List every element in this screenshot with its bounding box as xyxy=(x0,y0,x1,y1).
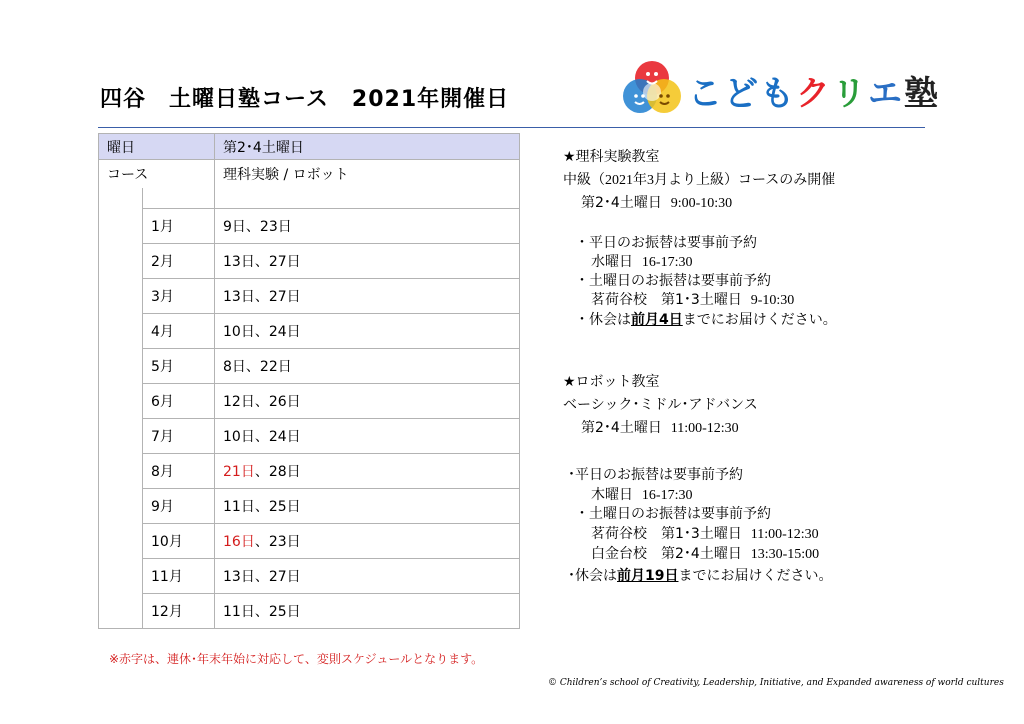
robot-weekday-day: 木曜日 xyxy=(591,487,633,503)
schedule-table xyxy=(98,133,520,629)
dates-cell xyxy=(215,454,520,489)
header-divider xyxy=(98,127,925,128)
blank-cell xyxy=(99,314,143,349)
table-row xyxy=(99,419,520,454)
science-heading: ★理科実験教室 xyxy=(563,149,660,165)
robot-sat-time-2: 13:30-15:00 xyxy=(750,547,820,562)
month-cell: 11月 xyxy=(143,559,215,594)
science-sat-transfer: ・土曜日のお振替は要事前予約 xyxy=(575,273,771,289)
robot-weekday xyxy=(591,484,692,504)
blank-cell xyxy=(99,454,143,489)
dates-text: 、28日 xyxy=(254,464,301,480)
red-text-note: ※赤字は、連休･年末年始に対応して、変則スケジュールとなります。 xyxy=(109,652,484,666)
month-cell: 3月 xyxy=(143,279,215,314)
robot-sat-school-1: 茗荷谷校 第1･3土曜日 xyxy=(591,526,742,542)
red-date: 16日 xyxy=(223,534,255,550)
blank-cell xyxy=(99,594,143,629)
logo-char: ク xyxy=(796,74,832,114)
science-level-pre: 中級 xyxy=(563,172,591,188)
blank-cell xyxy=(99,524,143,559)
blank-cell xyxy=(99,209,143,244)
blank-cell xyxy=(99,279,143,314)
blank-cell xyxy=(143,188,215,209)
table-row xyxy=(99,314,520,349)
robot-absence-deadline: 前月19日 xyxy=(617,568,679,584)
month-cell: 7月 xyxy=(143,419,215,454)
science-weekday xyxy=(591,251,692,271)
dates-cell: 13日、27日 xyxy=(215,559,520,594)
blank-cell xyxy=(215,188,520,209)
science-schedule xyxy=(581,192,732,212)
science-weekday-day: 水曜日 xyxy=(591,254,633,270)
robot-absence-pre: ･休会は xyxy=(568,568,617,584)
month-cell: 8月 xyxy=(143,454,215,489)
month-cell: 10月 xyxy=(143,524,215,559)
science-level-paren: （2021年3月より上級） xyxy=(591,173,738,188)
table-row xyxy=(99,279,520,314)
course-value: 理科実験 / ロボット xyxy=(215,160,520,189)
dates-cell: 13日、27日 xyxy=(215,279,520,314)
science-schedule-time: 9:00-10:30 xyxy=(670,196,733,211)
logo-char: ど xyxy=(724,74,760,114)
dates-cell: 11日、25日 xyxy=(215,594,520,629)
course-row xyxy=(99,160,520,189)
science-absence-deadline: 前月4日 xyxy=(631,312,683,328)
logo-char: リ xyxy=(832,74,868,114)
science-weekday-transfer: ・平日のお振替は要事前予約 xyxy=(575,235,757,251)
robot-sat-1 xyxy=(591,523,819,543)
robot-schedule xyxy=(581,417,739,437)
logo-char: 塾 xyxy=(904,74,940,114)
red-date: 21日 xyxy=(223,464,255,480)
robot-schedule-label: 第2･4土曜日 xyxy=(581,420,662,436)
robot-sat-transfer: ・土曜日のお振替は要事前予約 xyxy=(575,506,771,522)
science-absence xyxy=(575,309,837,329)
dates-cell: 10日、24日 xyxy=(215,419,520,454)
robot-absence-post: までにお届けください。 xyxy=(678,568,833,584)
science-level-post: コースのみ開催 xyxy=(738,172,836,188)
logo-circles-icon xyxy=(620,56,690,120)
copyright: © Children’s school of Creativity, Leadership, Initiative, and Expanded awareness of world cultures xyxy=(548,678,1004,688)
science-weekday-time: 16-17:30 xyxy=(641,255,693,270)
science-sat-school: 茗荷谷校 第1･3土曜日 xyxy=(591,292,742,308)
dates-cell: 8日、22日 xyxy=(215,349,520,384)
table-row xyxy=(99,559,520,594)
blank-cell xyxy=(99,559,143,594)
science-schedule-label: 第2･4土曜日 xyxy=(581,195,662,211)
month-cell: 12月 xyxy=(143,594,215,629)
table-row xyxy=(99,349,520,384)
month-cell: 5月 xyxy=(143,349,215,384)
dates-cell: 11日、25日 xyxy=(215,489,520,524)
robot-absence xyxy=(568,565,832,585)
science-sat xyxy=(591,289,794,309)
dates-cell: 13日、27日 xyxy=(215,244,520,279)
month-cell: 1月 xyxy=(143,209,215,244)
science-level xyxy=(563,169,835,189)
spacer-row xyxy=(99,188,520,209)
logo-char: も xyxy=(760,74,796,114)
page-title: 四谷 土曜日塾コース 2021年開催日 xyxy=(100,87,510,112)
table-row xyxy=(99,594,520,629)
robot-weekday-time: 16-17:30 xyxy=(641,488,693,503)
blank-cell xyxy=(99,489,143,524)
month-cell: 6月 xyxy=(143,384,215,419)
table-row xyxy=(99,244,520,279)
table-row xyxy=(99,489,520,524)
science-sat-time: 9-10:30 xyxy=(750,293,795,308)
robot-heading: ★ロボット教室 xyxy=(563,374,660,390)
table-row xyxy=(99,209,520,244)
month-cell: 4月 xyxy=(143,314,215,349)
logo-char: エ xyxy=(868,74,904,114)
dates-text: 、23日 xyxy=(254,534,301,550)
robot-sat-2 xyxy=(591,543,819,563)
blank-cell xyxy=(99,419,143,454)
science-absence-pre: ・休会は xyxy=(575,312,631,328)
robot-weekday-transfer: ･平日のお振替は要事前予約 xyxy=(568,467,743,483)
table-header-row xyxy=(99,134,520,160)
header-day-label: 曜日 xyxy=(99,134,215,160)
dates-cell: 9日、23日 xyxy=(215,209,520,244)
science-absence-post: までにお届けください。 xyxy=(682,312,837,328)
logo-text xyxy=(688,66,940,115)
robot-sat-school-2: 白金台校 第2･4土曜日 xyxy=(591,546,742,562)
blank-cell xyxy=(99,188,143,209)
table-row xyxy=(99,454,520,489)
robot-sat-time-1: 11:00-12:30 xyxy=(750,527,819,542)
robot-schedule-time: 11:00-12:30 xyxy=(670,421,739,436)
blank-cell xyxy=(99,244,143,279)
blank-cell xyxy=(99,349,143,384)
table-row xyxy=(99,384,520,419)
month-cell: 2月 xyxy=(143,244,215,279)
course-label: コース xyxy=(99,160,215,189)
table-row xyxy=(99,524,520,559)
robot-levels: ベーシック･ミドル･アドバンス xyxy=(563,397,758,413)
dates-cell xyxy=(215,524,520,559)
header-day-value: 第2･4土曜日 xyxy=(215,134,520,160)
logo-char: こ xyxy=(688,74,724,114)
dates-cell: 10日、24日 xyxy=(215,314,520,349)
month-cell: 9月 xyxy=(143,489,215,524)
dates-cell: 12日、26日 xyxy=(215,384,520,419)
blank-cell xyxy=(99,384,143,419)
